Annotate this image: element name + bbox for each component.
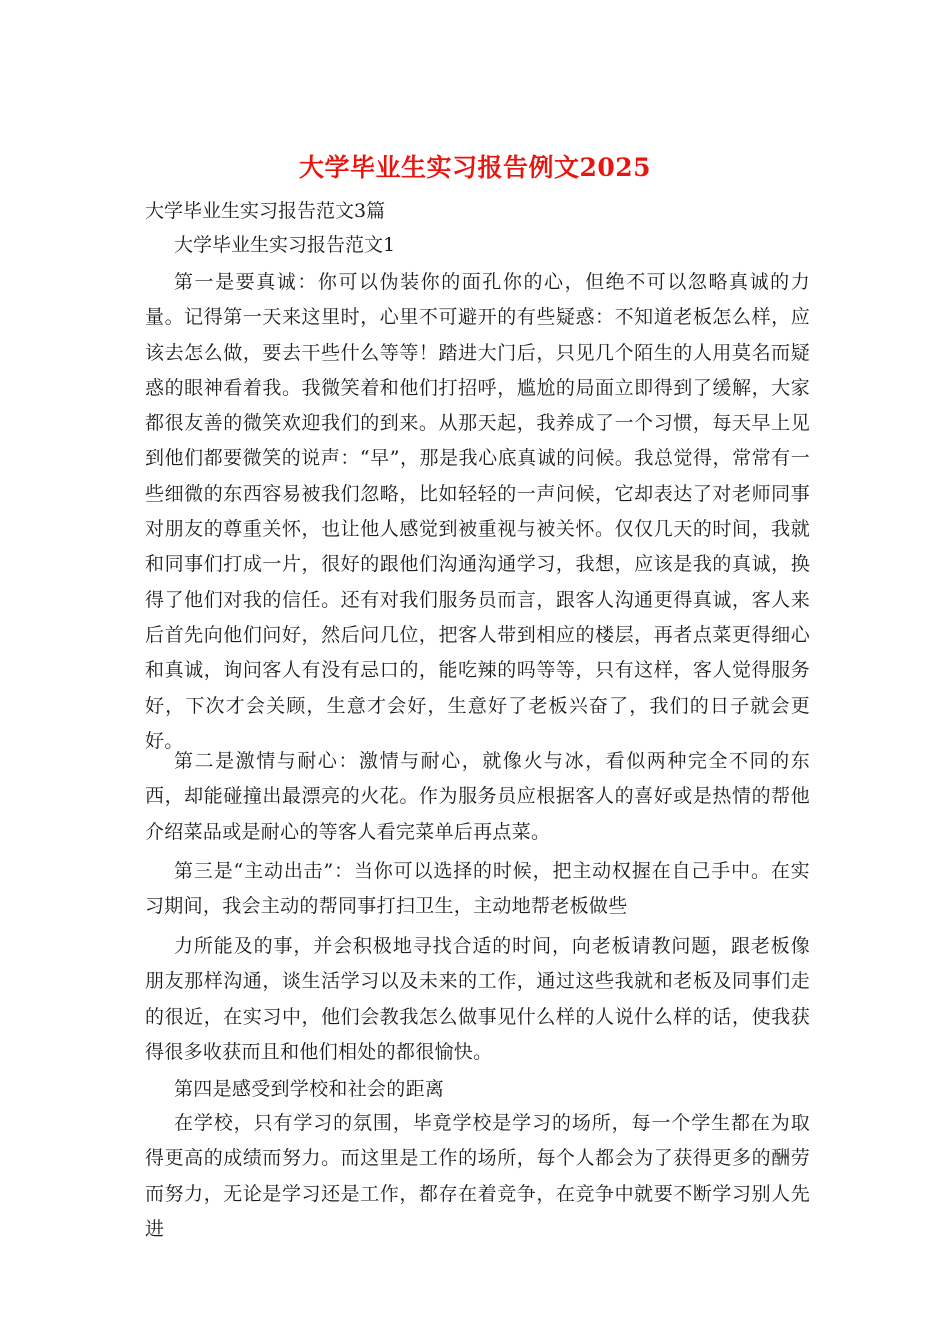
paragraph-2: 第二是激情与耐心：激情与耐心，就像火与冰，看似两种完全不同的东西，却能碰撞出最漂亮的火花。作为服务员应根据客人的喜好或是热情的帮他介绍菜品或是耐心的等客人看完菜单后再点菜。 <box>145 750 810 843</box>
paragraph-4: 力所能及的事，并会积极地寻找合适的时间，向老板请教问题，跟老板像朋友那样沟通，谈生活学习以及未来的工作，通过这些我就和老板及同事们走的很近，在实习中，他们会教我怎么做事见什么样的人说什么样的话，使我获得很多收获而且和他们相处的都很愉快。 <box>145 935 810 1063</box>
section-heading: 大学毕业生实习报告范文1 <box>174 234 396 256</box>
paragraph-6: 在学校，只有学习的氛围，毕竟学校是学习的场所，每一个学生都在为取得更高的成绩而努力。而这里是工作的场所，每个人都会为了获得更多的酬劳而努力，无论是学习还是工作，都存在着竞争，在竞争中就要不断学习别人先进 <box>145 1112 810 1240</box>
document-subtitle: 大学毕业生实习报告范文3篇 <box>145 200 386 222</box>
paragraph-3: 第三是“主动出击”：当你可以选择的时候，把主动权握在自己手中。在实习期间，我会主动的帮同事打扫卫生，主动地帮老板做些 <box>145 860 810 918</box>
paragraph-5-heading: 第四是感受到学校和社会的距离 <box>174 1078 445 1100</box>
document-title: 大学毕业生实习报告例文2025 <box>298 153 652 182</box>
paragraph-1: 第一是要真诚：你可以伪装你的面孔你的心，但绝不可以忽略真诚的力量。记得第一天来这里时，心里不可避开的有些疑惑：不知道老板怎么样，应该去怎么做，要去干些什么等等！踏进大门后，只见几个陌生的人用莫名而疑惑的眼神看着我。我微笑着和他们打招呼，尴尬的局面立即得到了缓解，大家都很友善的微笑欢迎我们的到来。从那天起，我养成了一个习惯，每天早上见到他们都要微笑的说声：“早”，那是我心底真诚的问候。我总觉得，常常有一些细微的东西容易被我们忽略，比如轻轻的一声问候，它却表达了对老师同事对朋友的尊重关怀，也让他人感觉到被重视与被关怀。仅仅几天的时间，我就和同事们打成一片，很好的跟他们沟通沟通学习，我想，应该是我的真诚，换得了他们对我的信任。还有对我们服务员而言，跟客人沟通更得真诚，客人来后首先向他们问好，然后问几位，把客人带到相应的楼层，再者点菜更得细心和真诚，询问客人有没有忌口的，能吃辣的吗等等，只有这样，客人觉得服务好，下次才会关顾，生意才会好，生意好了老板兴奋了，我们的日子就会更好。 <box>145 271 810 752</box>
